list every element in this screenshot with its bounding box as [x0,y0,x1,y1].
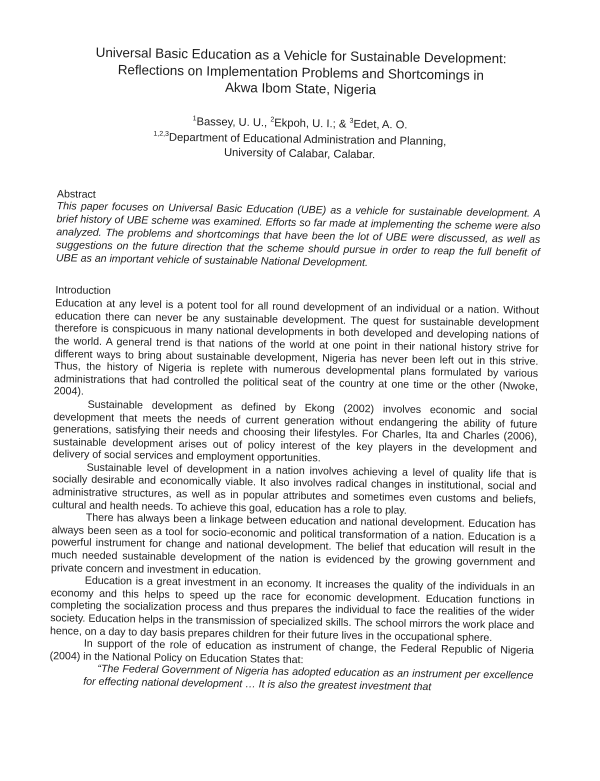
author3-superscript: 3 [349,117,354,125]
paragraph: There has always been a linkage between education and national development. Education has always been seen as a tool for socio-economic and political transformation of a nation. Education is a powerful instrument for change and national development. The belief that education will result in the much needed sustainable development of the nation is evidenced by the growing government and private concern and investment in education. [50,511,536,578]
paragraph: Sustainable development as defined by Ekong (2002) involves economic and social development that meets the needs of current generation without endangering the ability of future generations, satisfying their needs and choosing their lifestyles. For Charles, Ita and Charles (2006), sustainable development arises out of policy interest of the key players in the development and delivery of social services and employment opportunities. [52,398,538,465]
abstract-text: This paper focuses on Universal Basic Education (UBE) as a vehicle for sustainable development. A brief history of UBE scheme was examined. Efforts so far made at implementing the scheme were also analyzed. The problems and shortcomings that have been the lot of UBE were discussed, as well as suggestions on the future direction that the scheme should pursue in order to reap the full benefit of UBE as an important vehicle of sustainable National Development. [55,200,541,269]
introduction-heading: Introduction [55,284,111,298]
affiliation-department: Department of Educational Administration and Planning, [168,132,447,149]
author-1: Bassey, U. U., [196,115,271,129]
author-block [57,110,542,166]
author-3: Edet, A. O. [353,118,408,131]
author1-superscript: 1 [192,114,197,122]
abstract-heading: Abstract [56,187,96,201]
author-2: Ekpoh, U. I.; & [274,116,350,131]
abstract-section [56,188,541,272]
affiliation-superscript: 1,2,3 [153,131,170,139]
paragraph: Education at any level is a potent tool for all round development of an individual or a nation. Without education there can never be any sustainable development. The quest for sustainable development therefore is conspicuous in many national developments in both developed and developing nations of the world. A general trend is that nations of the world at one point in their national history strive for different ways to bring about sustainable development, Nigeria has never been left out in this strive. Thus, the history of Nigeria is replete with numerous developmental plans formulated by various administrations that had controlled the political seat of the country at one time or the other (Nwoke, 2004). [53,297,540,398]
paragraph: Sustainable level of development in a nation involves achieving a level of quality life that is socially desirable and economically viable. It also involves radical changes in institutional, social and administrative structures, as well as in popular attributes and sometimes even customs and beliefs, cultural and health needs. To achieve this goal, education has a role to play. [51,461,537,517]
policy-quote: “The Federal Government of Nigeria has adopted education as an instrument per excellence for effecting national development … It is also the greatest investment that [83,663,534,694]
paragraph: Education is a great investment in an economy. It increases the quality of the individuals in an economy and this helps to speed up the race for economic development. Education functions in completing the socialization process and thus prepares the individual to face the realities of the wider society. Education helps in the transmission of specialized skills. The school mirrors the work place and hence, on a day to day basis prepares children for their future lives in the occupational sphere. [49,574,535,644]
author2-superscript: 2 [270,116,275,124]
title-line-1: Universal Basic Education as a Vehicle for Sustainable Development: [95,44,507,67]
paragraph: In support of the role of education as instrument of change, the Federal Republic of Nigeria (2004) in the National Policy on Education States that: [49,637,534,666]
title-line-2: Reflections on Implementation Problems and Shortcomings in [117,61,485,83]
introduction-body [49,297,539,695]
title-line-3: Akwa Ibom State, Nigeria [224,79,377,98]
paper-title [58,44,543,101]
affiliation-university: University of Calabar, Calabar. [223,147,376,162]
